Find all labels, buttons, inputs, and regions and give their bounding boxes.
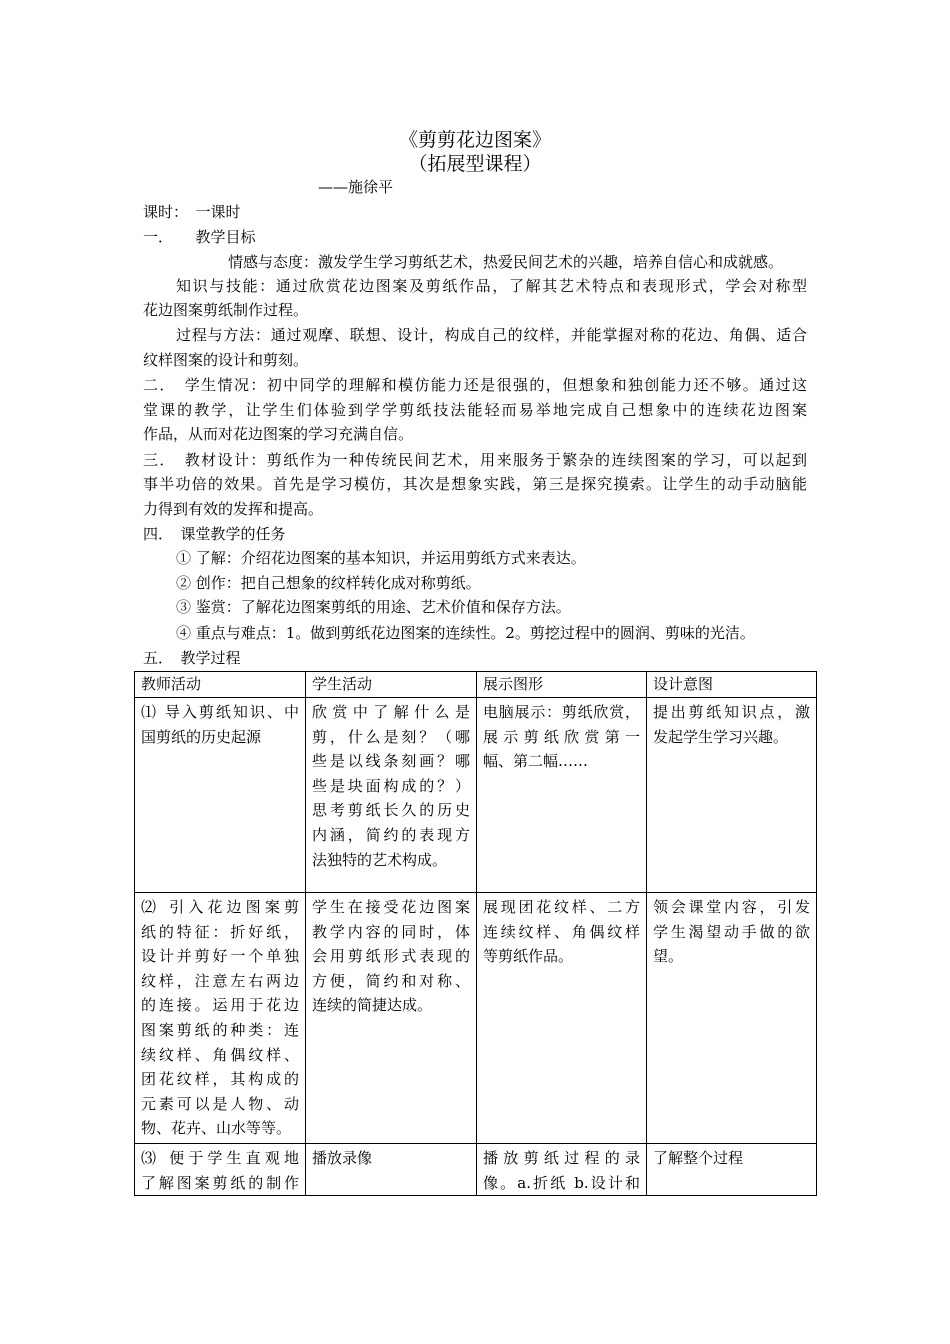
table-header-row: [135, 672, 817, 698]
cell-line: 方便，简约和对称、: [312, 971, 470, 990]
cell-line: 幅、第二幅……: [483, 752, 589, 771]
section-3-line1: 三． 教材设计：剪纸作为一种传统民间艺术，用来服务于繁杂的连续图案的学习，可以起到: [143, 451, 807, 469]
task-item: ① 了解：介绍花边图案的基本知识，并运用剪纸方式来表达。: [176, 549, 586, 567]
cell-line: 发起学生学习兴趣。: [653, 727, 789, 746]
cell-display: [477, 893, 647, 1144]
s1-knowledge-line1: 知识与技能：通过欣赏花边图案及剪纸作品，了解其艺术特点和表现形式，学会对称型: [176, 277, 807, 295]
cell-line: 连续的简捷达成。: [312, 996, 433, 1015]
cell-line: 领会课堂内容，引发: [653, 898, 810, 916]
cell-line: 物、花卉、山水等等。: [141, 1119, 292, 1138]
task-item: ② 创作：把自己想象的纹样转化成对称剪纸。: [176, 574, 481, 592]
section-1-heading: 一． 教学目标: [143, 228, 256, 246]
cell-line: 国剪纸的历史起源: [141, 727, 262, 746]
cell-line: 内涵，简约的表现方: [312, 825, 470, 844]
cell-line: 学生在接受花边图案: [312, 898, 470, 916]
cell-line: 团花纹样，其构成的: [141, 1070, 299, 1089]
s1-knowledge-line2: 花边图案剪纸制作过程。: [143, 301, 309, 319]
cell-line: 像。a.折纸 b.设计和: [483, 1173, 640, 1192]
cell-line: 元素可以是人物、动: [141, 1094, 299, 1113]
cell-line: 学生渴望动手做的欲: [653, 922, 810, 941]
cell-line: 教学内容的同时，体: [312, 922, 470, 941]
header-student: 学生活动: [306, 672, 477, 698]
cell-line: 展现团花纹样、二方: [483, 898, 640, 916]
cell-line: 会用剪纸形式表现的: [312, 947, 470, 966]
cell-line: 望。: [653, 947, 684, 966]
doc-subtitle: （拓展型课程）: [408, 153, 542, 175]
header-display: 展示图形: [477, 672, 647, 698]
section-3-line2: 事半功倍的效果。首先是学习模仿，其次是想象实践，第三是探究摸索。让学生的动手动脑能: [143, 475, 807, 493]
s1-method-line1: 过程与方法：通过观摩、联想、设计，构成自己的纹样，并能掌握对称的花边、角偶、适合: [176, 326, 807, 344]
cell-line: 播放剪纸过程的录: [483, 1149, 640, 1167]
cell-line: 思考剪纸长久的历史: [312, 801, 470, 820]
cell-display: [477, 698, 647, 893]
cell-line: ⑵ 引入花边图案剪: [141, 898, 299, 916]
cell-line: 纸的特征：折好纸，: [141, 922, 299, 941]
cell-line: ⑴ 导入剪纸知识、中: [141, 703, 299, 721]
doc-title: 《剪剪花边图案》: [398, 129, 551, 151]
cell-student: [306, 698, 477, 893]
cell-intent: [647, 698, 817, 893]
cell-line: 法独特的艺术构成。: [312, 850, 448, 869]
section-2-line3: 作品，从而对花边图案的学习充满自信。: [143, 425, 414, 443]
cell-line: 纹样，注意左右两边: [141, 971, 299, 990]
s1-method-line2: 纹样图案的设计和剪刻。: [143, 351, 309, 369]
section-3-line3: 力得到有效的发挥和提高。: [143, 500, 324, 518]
cell-teacher: [135, 893, 306, 1144]
cell-line: 些是以线条刻画？哪: [312, 752, 470, 771]
section-2-line1: 二． 学生情况：初中同学的理解和模仿能力还是很强的，但想象和独创能力还不够。通过这: [143, 376, 807, 394]
doc-author: ——施徐平: [318, 178, 394, 196]
cell-line: 播放录像: [312, 1149, 373, 1167]
header-teacher: 教师活动: [135, 672, 306, 698]
class-hours: 课时： 一课时: [143, 203, 241, 221]
cell-line: 图案剪纸的种类：连: [141, 1020, 299, 1039]
cell-student: [306, 893, 477, 1144]
cell-line: 续纹样、角偶纹样、: [141, 1045, 299, 1064]
cell-line: 连续纹样、角偶纹样: [483, 922, 640, 941]
table-row: [135, 1144, 817, 1196]
cell-intent: [647, 893, 817, 1144]
cell-display: [477, 1144, 647, 1196]
cell-line: 等剪纸作品。: [483, 947, 574, 966]
cell-line: 欣赏中了解什么是: [312, 703, 470, 721]
cell-teacher: [135, 1144, 306, 1196]
task-item: ③ 鉴赏：了解花边图案剪纸的用途、艺术价值和保存方法。: [176, 598, 571, 616]
cell-line: 剪，什么是刻？（哪: [312, 727, 470, 746]
section-2-line2: 堂课的教学，让学生们体验到学学剪纸技法能轻而易举地完成自己想象中的连续花边图案: [143, 401, 807, 419]
cell-line: 些是块面构成的？）: [312, 776, 470, 795]
task-item: ④ 重点与难点：1。做到剪纸花边图案的连续性。2。剪挖过程中的圆润、剪味的光洁。: [176, 624, 755, 642]
cell-line: 展示剪纸欣赏第一: [483, 727, 640, 746]
cell-intent: [647, 1144, 817, 1196]
cell-line: 了解整个过程: [653, 1149, 744, 1167]
table-row: [135, 893, 817, 1144]
cell-line: 提出剪纸知识点，激: [653, 703, 810, 721]
header-intent: 设计意图: [647, 672, 817, 698]
table-row: [135, 698, 817, 893]
process-table: [134, 671, 817, 1196]
section-4-heading: 四． 课堂教学的任务: [143, 525, 286, 543]
cell-line: 的连接。运用于花边: [141, 996, 299, 1015]
cell-line: 了解图案剪纸的制作: [141, 1173, 299, 1192]
cell-teacher: [135, 698, 306, 893]
cell-line: ⑶ 便于学生直观地: [141, 1149, 299, 1167]
s1-emotion: 情感与态度：激发学生学习剪纸艺术，热爱民间艺术的兴趣，培养自信心和成就感。: [228, 253, 784, 271]
cell-line: 设计并剪好一个单独: [141, 947, 299, 966]
cell-student: [306, 1144, 477, 1196]
cell-line: 电脑展示：剪纸欣赏，: [483, 703, 640, 721]
section-5-heading: 五． 教学过程: [143, 649, 241, 667]
